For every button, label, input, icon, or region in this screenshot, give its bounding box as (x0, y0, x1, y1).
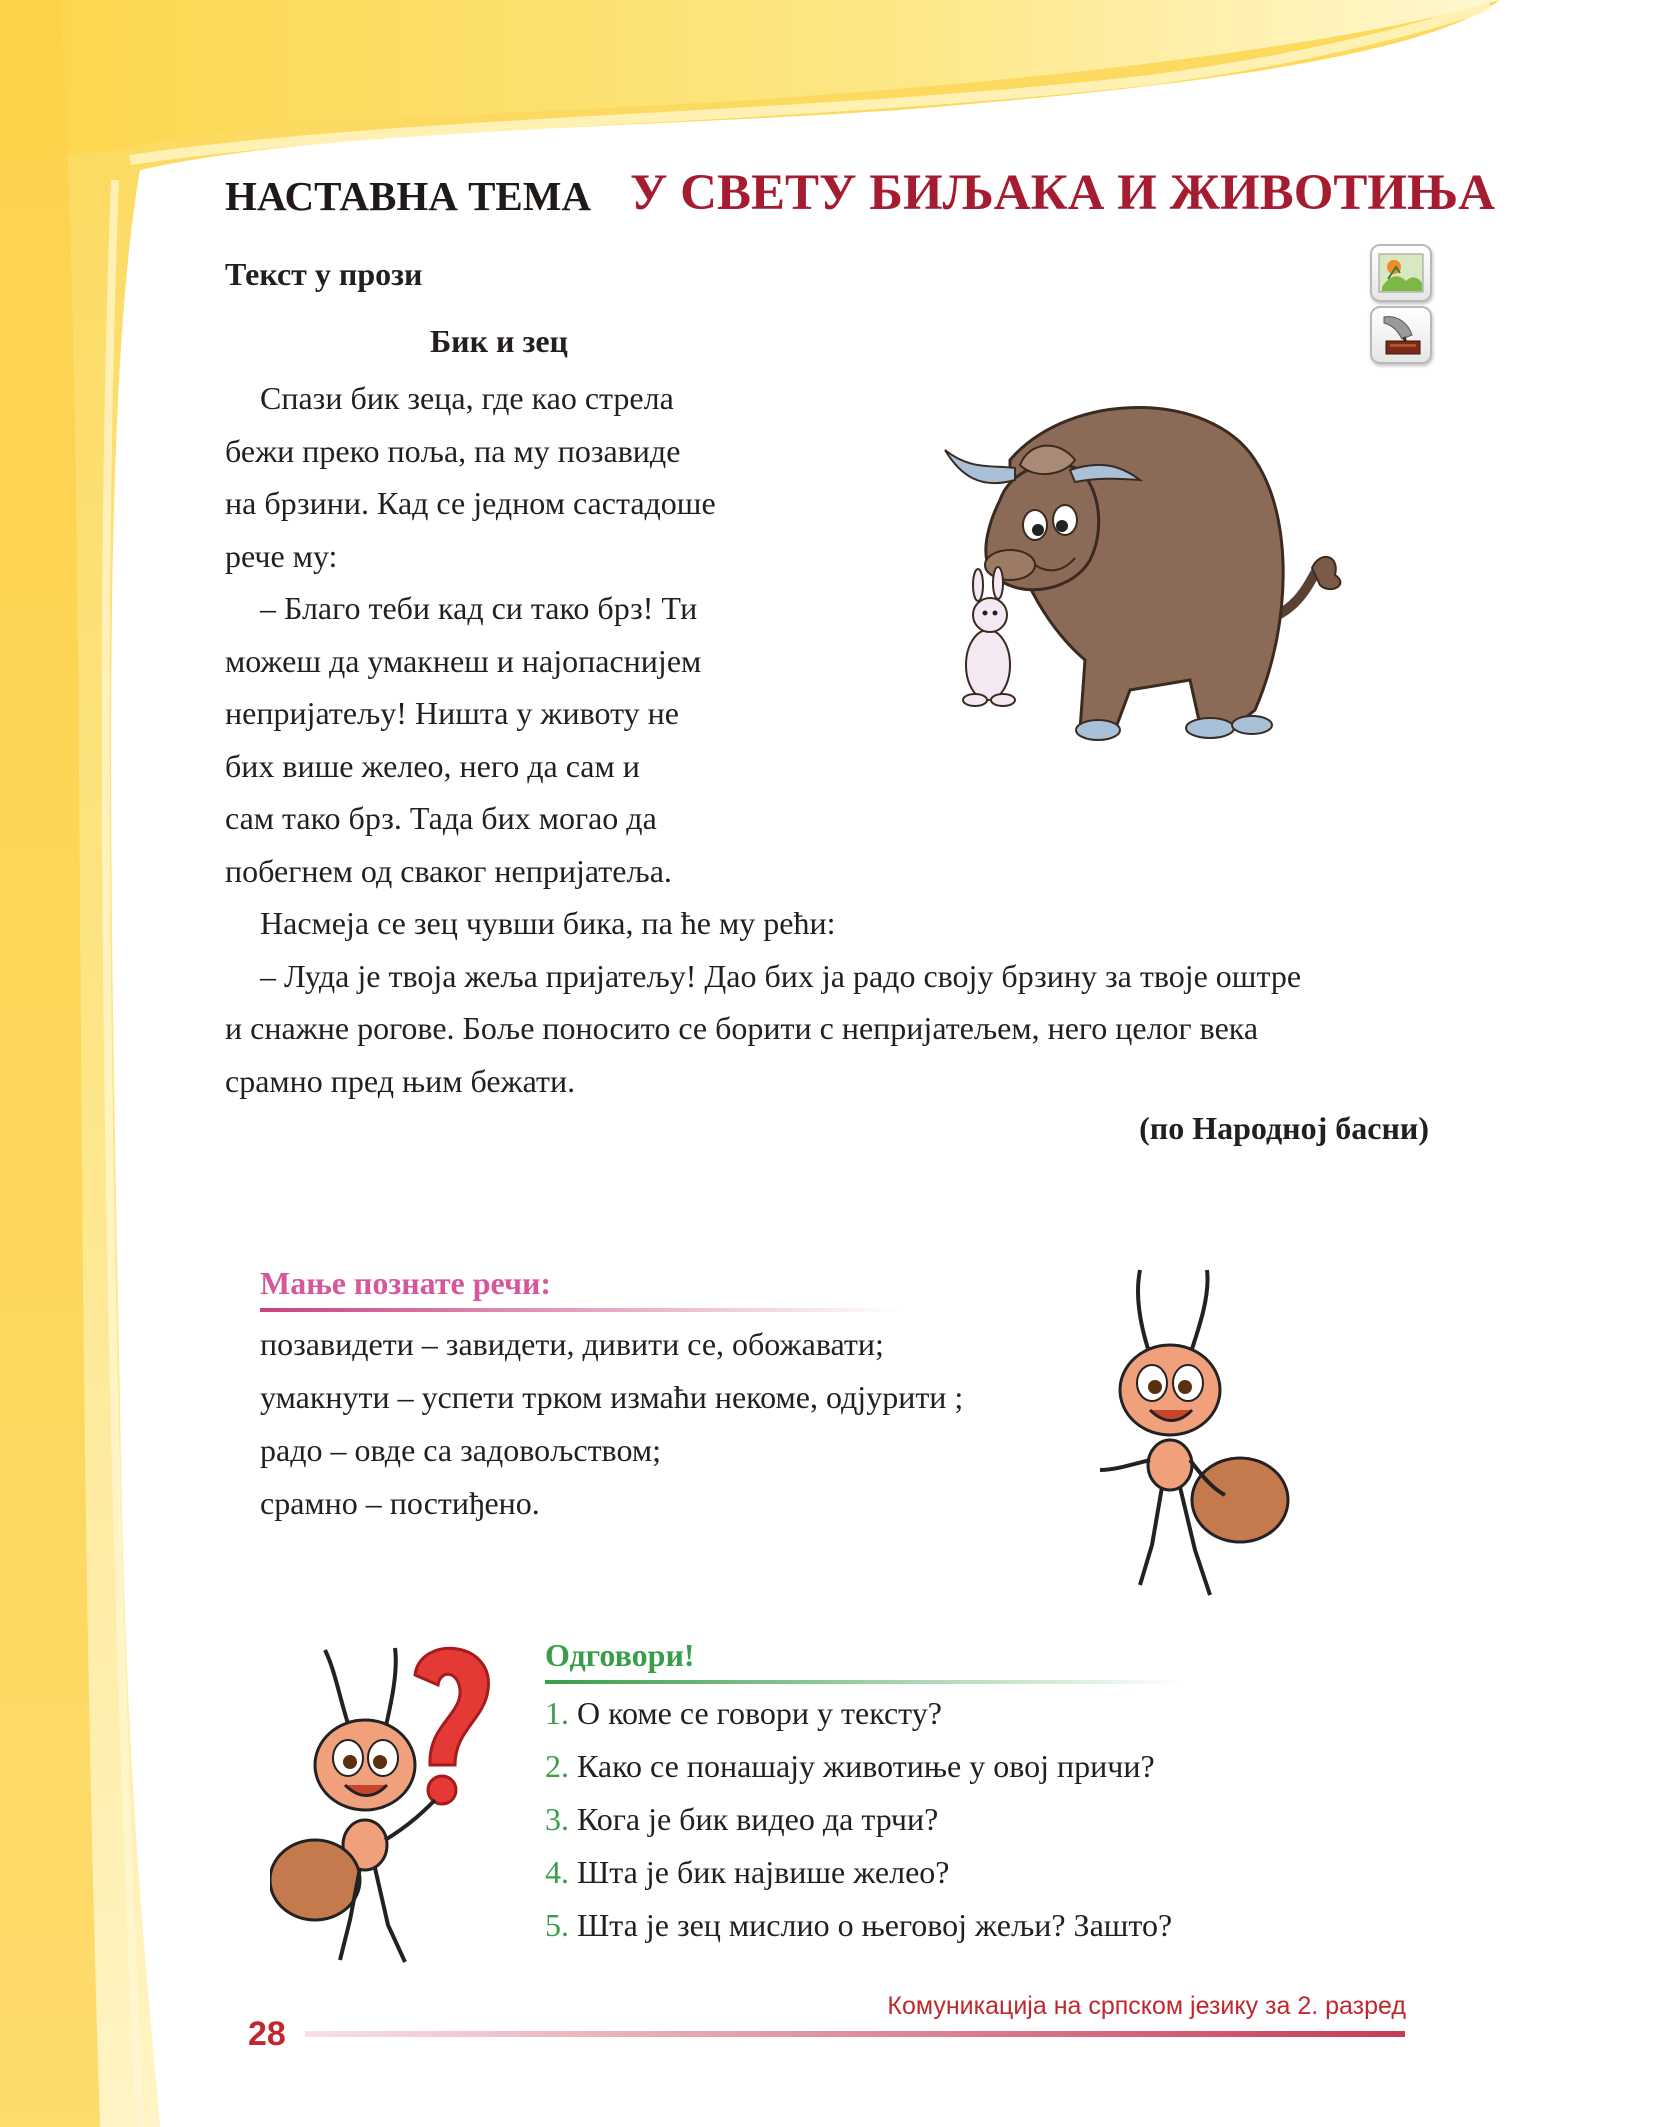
page-number: 28 (248, 2015, 286, 2053)
section-label: Текст у прози (225, 256, 423, 292)
question-number: 2. (545, 1748, 569, 1784)
question-number: 5. (545, 1907, 569, 1943)
question-item (545, 1740, 1172, 1793)
question-number: 1. (545, 1695, 569, 1731)
book-title: Комуникација на српском језику за 2. разред (887, 1992, 1406, 2020)
question-text: Како се понашају животиње у овој причи? (577, 1748, 1155, 1784)
story-line: рече му: (225, 537, 338, 574)
story-line: Насмеја се зец чувши бика, па ће му рећи: (260, 905, 836, 941)
question-number: 4. (545, 1854, 569, 1890)
question-item (545, 1793, 1172, 1846)
vocabulary-item: умакнути – успети трком измаћи некоме, одјурити ; (260, 1379, 964, 1415)
story-line: Спази бик зеца, где као стрела (260, 380, 674, 416)
story-line: непријатељу! Ништа у животу не (225, 695, 679, 731)
vocabulary-item: радо – овде са задовољством; (260, 1432, 661, 1468)
answer-title: Одговори! (545, 1637, 695, 1673)
question-text: Шта је зец мислио о његовој жељи? Зашто? (577, 1907, 1173, 1943)
story-line: – Луда је твоја жеља пријатељу! Дао бих ја радо своју брзину за твоје оштре (260, 957, 1302, 994)
story-line: бих више желео, него да сам и (225, 747, 640, 784)
gramophone-icon[interactable] (1370, 306, 1432, 364)
story-title: Бик и зец (430, 323, 568, 359)
bull-and-rabbit-illustration (900, 380, 1400, 760)
topic-label: НАСТАВНА ТЕМА (225, 173, 592, 219)
ant-question-illustration (270, 1640, 530, 1970)
ant-waving-illustration (1080, 1265, 1300, 1615)
question-text: Кога је бик видео да трчи? (577, 1801, 939, 1837)
vocabulary-item: позавидети – завидети, дивити се, обожавати; (260, 1326, 884, 1362)
story-line: – Благо теби кад си тако брз! Ти (260, 590, 698, 626)
question-text: Шта је бик највише желео? (577, 1854, 950, 1890)
vocabulary-item: срамно – постиђено. (260, 1485, 540, 1521)
story-line: срамно пред њим бежати. (225, 1062, 576, 1099)
story-line: бежи преко поља, па му позавиде (225, 432, 681, 469)
story-line: и снажне рогове. Боље поносито се борити с непријатељем, него целог века (225, 1010, 1259, 1046)
question-item (545, 1687, 1172, 1740)
question-item (545, 1846, 1172, 1899)
vocabulary-title: Мање познате речи: (260, 1265, 552, 1301)
question-item (545, 1899, 1172, 1952)
topic-title: У СВЕТУ БИЉАКА И ЖИВОТИЊА (630, 165, 1495, 221)
story-line: можеш да умакнеш и најопаснијем (225, 642, 702, 679)
story-source: (по Народној басни) (1139, 1110, 1429, 1146)
question-number: 3. (545, 1801, 569, 1837)
footer-divider (305, 2031, 1405, 2037)
question-list (545, 1687, 1172, 1952)
picture-icon[interactable] (1370, 244, 1432, 302)
vocabulary-underline (260, 1308, 900, 1312)
story-line: побегнем од сваког непријатеља. (225, 852, 672, 889)
question-text: О коме се говори у тексту? (577, 1695, 942, 1731)
story-line: на брзини. Кад се једном састадоше (225, 485, 716, 521)
answer-underline (545, 1680, 1185, 1684)
vocabulary-list (260, 1318, 963, 1530)
story-line: сам тако брз. Тада бих могао да (225, 800, 657, 836)
